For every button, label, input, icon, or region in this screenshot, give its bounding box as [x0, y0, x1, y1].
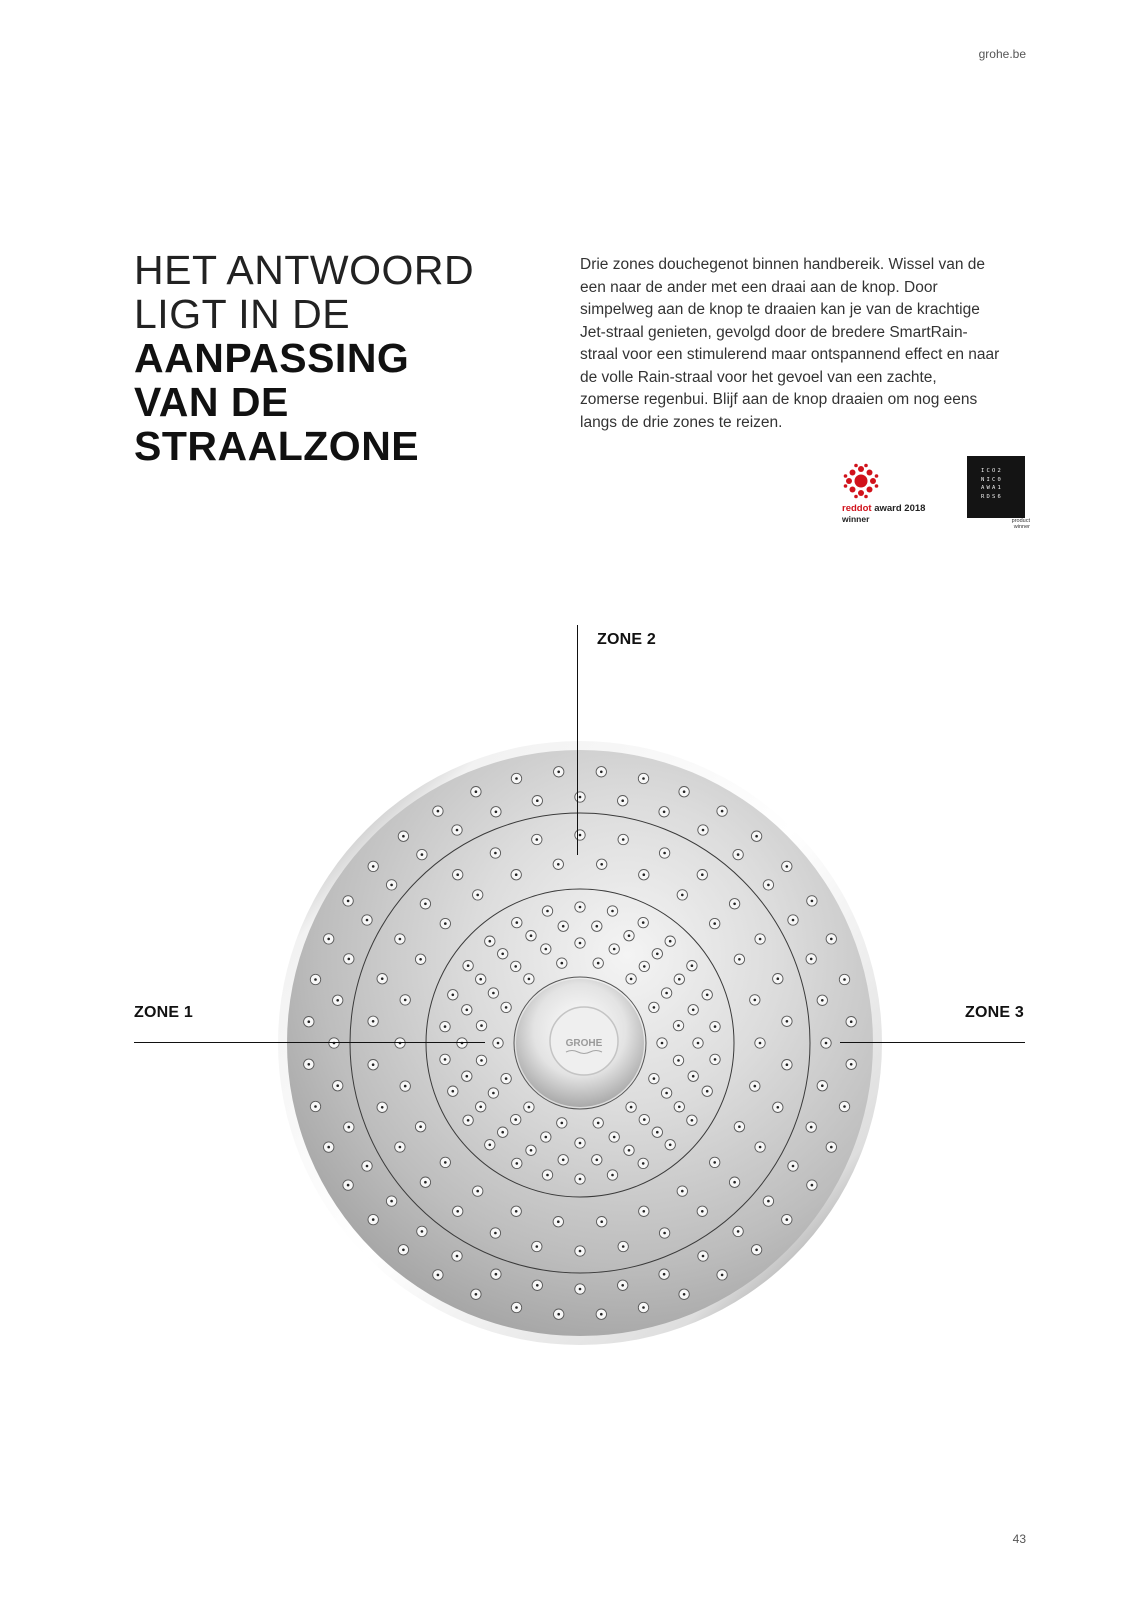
nozzle-hole: [786, 1063, 789, 1066]
nozzle-hole: [404, 1085, 407, 1088]
nozzle-hole: [777, 1106, 780, 1109]
nozzle-hole: [596, 925, 599, 928]
nozzle-hole: [579, 942, 582, 945]
nozzle-hole: [678, 1106, 681, 1109]
nozzle-hole: [767, 884, 770, 887]
nozzle-hole: [456, 873, 459, 876]
nozzle-hole: [372, 1020, 375, 1023]
nozzle-hole: [697, 1042, 700, 1045]
nozzle-hole: [754, 999, 757, 1002]
nozzle-hole: [754, 1085, 757, 1088]
nozzle-hole: [843, 1105, 846, 1108]
nozzle-hole: [579, 834, 582, 837]
nozzle-hole: [713, 922, 716, 925]
nozzle-hole: [475, 790, 478, 793]
iconic-awards-caption: product winner: [1011, 518, 1030, 530]
nozzle-hole: [661, 1042, 664, 1045]
nozzle-hole: [437, 1274, 440, 1277]
nozzle-hole: [557, 1313, 560, 1316]
nozzle-hole: [516, 921, 519, 924]
nozzle-hole: [399, 1146, 402, 1149]
nozzle-hole: [444, 922, 447, 925]
nozzle-hole: [515, 1210, 518, 1213]
nozzle-hole: [792, 919, 795, 922]
nozzle-hole: [494, 852, 497, 855]
nozzle-hole: [402, 835, 405, 838]
nozzle-hole: [611, 1174, 614, 1177]
nozzle-hole: [557, 1220, 560, 1223]
headline-line-4: VAN DE: [134, 379, 289, 425]
nozzle-hole: [663, 811, 666, 814]
nozzle-hole: [390, 884, 393, 887]
nozzle-hole: [444, 1025, 447, 1028]
iconic-awards-logotype: ICO2 NIC0 AWA1 RDS6: [981, 468, 1004, 500]
nozzle-hole: [579, 796, 582, 799]
nozzle-hole: [786, 1020, 789, 1023]
nozzle-hole: [830, 938, 833, 941]
nozzle-hole: [480, 1059, 483, 1062]
nozzle-hole: [579, 1250, 582, 1253]
nozzle-hole: [737, 853, 740, 856]
nozzle-hole: [515, 873, 518, 876]
nozzle-hole: [348, 1126, 351, 1129]
nozzle-hole: [489, 940, 492, 943]
nozzle-hole: [622, 838, 625, 841]
nozzle-hole: [404, 999, 407, 1002]
nozzle-hole: [561, 962, 564, 965]
headline-line-1: HET ANTWOORD: [134, 247, 475, 293]
nozzle-hole: [701, 873, 704, 876]
nozzle-hole: [792, 1165, 795, 1168]
nozzle-hole: [399, 938, 402, 941]
intro-paragraph: Drie zones douchegenot binnen handbereik. Wissel van de een naar de ander met een draai aan de knop. Door simpelweg aan de knop te draaien kan je van de krachtige Jet-straal genieten, gevolgd door de bredere SmartRain-straal voor een stimulerend maar ontspannend effect en naar de volle Rain-straal voor het gevoel van een zachte, zomerse regenbui. Blijf aan de knop draaien om nog eens langs de drie zones te reizen.: [580, 256, 1000, 431]
nozzle-hole: [366, 1165, 369, 1168]
nozzle-hole: [536, 1245, 539, 1248]
nozzle-hole: [514, 965, 517, 968]
nozzle-hole: [516, 1162, 519, 1165]
nozzle-hole: [630, 1106, 633, 1109]
nozzle-hole: [372, 865, 375, 868]
nozzle-hole: [653, 1077, 656, 1080]
nozzle-hole: [347, 900, 350, 903]
nozzle-hole: [437, 810, 440, 813]
nozzle-hole: [381, 1106, 384, 1109]
nozzle-hole: [759, 938, 762, 941]
nozzle-hole: [530, 1149, 533, 1152]
nozzle-hole: [706, 1090, 709, 1093]
nozzle-hole: [642, 1306, 645, 1309]
nozzle-hole: [642, 921, 645, 924]
nozzle-hole: [456, 1255, 459, 1258]
nozzle-hole: [810, 1126, 813, 1129]
nozzle-hole: [683, 1293, 686, 1296]
nozzle-hole: [702, 829, 705, 832]
headline-line-3: AANPASSING: [134, 335, 410, 381]
nozzle-hole: [546, 910, 549, 913]
nozzle-hole: [562, 925, 565, 928]
nozzle-hole: [691, 1119, 694, 1122]
nozzle-hole: [630, 978, 633, 981]
nozzle-hole: [611, 910, 614, 913]
nozzle-hole: [497, 1042, 500, 1045]
nozzle-hole: [621, 1284, 624, 1287]
nozzle-hole: [642, 1162, 645, 1165]
nozzle-hole: [505, 1006, 508, 1009]
nozzle-hole: [678, 978, 681, 981]
nozzle-hole: [501, 953, 504, 956]
nozzle-hole: [528, 1106, 531, 1109]
nozzle-hole: [372, 1218, 375, 1221]
reddot-award-year: award 2018: [871, 503, 926, 514]
site-url[interactable]: grohe.be: [978, 47, 1026, 61]
nozzle-hole: [314, 1105, 317, 1108]
nozzle-hole: [613, 948, 616, 951]
nozzle-hole: [327, 1146, 330, 1149]
nozzle-hole: [663, 1232, 666, 1235]
nozzle-hole: [642, 777, 645, 780]
nozzle-hole: [419, 1125, 422, 1128]
nozzle-hole: [421, 1230, 424, 1233]
nozzle-hole: [402, 1249, 405, 1252]
nozzle-hole: [530, 934, 533, 937]
nozzle-hole: [681, 894, 684, 897]
nozzle-hole: [825, 1042, 828, 1045]
nozzle-hole: [613, 1136, 616, 1139]
nozzle-hole: [348, 958, 351, 961]
nozzle-hole: [597, 1122, 600, 1125]
nozzle-hole: [495, 811, 498, 814]
nozzle-hole: [759, 1042, 762, 1045]
nozzle-hole: [692, 1075, 695, 1078]
nozzle-hole: [669, 940, 672, 943]
nozzle-hole: [545, 948, 548, 951]
nozzle-hole: [466, 1009, 469, 1012]
nozzle-hole: [656, 953, 659, 956]
nozzle-hole: [596, 1159, 599, 1162]
zone-2-label: ZONE 2: [597, 631, 656, 648]
nozzle-hole: [811, 900, 814, 903]
nozzle-hole: [492, 1092, 495, 1095]
nozzle-hole: [467, 1119, 470, 1122]
nozzle-hole: [759, 1146, 762, 1149]
nozzle-hole: [514, 1118, 517, 1121]
nozzle-hole: [755, 1249, 758, 1252]
nozzle-hole: [562, 1159, 565, 1162]
nozzle-hole: [714, 1058, 717, 1061]
nozzle-hole: [492, 992, 495, 995]
nozzle-hole: [721, 1274, 724, 1277]
nozzle-hole: [424, 903, 427, 906]
nozzle-hole: [444, 1058, 447, 1061]
nozzle-hole: [677, 1024, 680, 1027]
nozzle-hole: [501, 1131, 504, 1134]
nozzle-hole: [643, 1210, 646, 1213]
nozzle-hole: [515, 1306, 518, 1309]
nozzle-hole: [536, 1284, 539, 1287]
nozzle-hole: [621, 799, 624, 802]
nozzle-hole: [738, 1125, 741, 1128]
nozzle-hole: [811, 1184, 814, 1187]
nozzle-hole: [843, 978, 846, 981]
nozzle-hole: [738, 958, 741, 961]
nozzle-hole: [755, 835, 758, 838]
nozzle-hole: [579, 906, 582, 909]
nozzle-hole: [314, 978, 317, 981]
nozzle-hole: [466, 1075, 469, 1078]
nozzle-hole: [681, 1190, 684, 1193]
nozzle-hole: [372, 1063, 375, 1066]
nozzle-hole: [505, 1077, 508, 1080]
nozzle-hole: [692, 1009, 695, 1012]
nozzle-hole: [390, 1200, 393, 1203]
nozzle-hole: [381, 977, 384, 980]
nozzle-hole: [628, 1149, 631, 1152]
nozzle-hole: [467, 964, 470, 967]
nozzle-hole: [515, 777, 518, 780]
reddot-award-winner: winner: [842, 514, 870, 524]
nozzle-hole: [424, 1181, 427, 1184]
nozzle-hole: [622, 1245, 625, 1248]
nozzle-hole: [561, 1122, 564, 1125]
nozzle-hole: [665, 992, 668, 995]
nozzle-hole: [336, 999, 339, 1002]
nozzle-hole: [536, 799, 539, 802]
nozzle-hole: [810, 958, 813, 961]
nozzle-hole: [475, 1293, 478, 1296]
nozzle-hole: [476, 1190, 479, 1193]
nozzle-hole: [479, 1106, 482, 1109]
nozzle-hole: [721, 810, 724, 813]
nozzle-hole: [366, 919, 369, 922]
nozzle-hole: [643, 965, 646, 968]
nozzle-hole: [714, 1025, 717, 1028]
nozzle-hole: [308, 1020, 311, 1023]
nozzle-hole: [786, 1218, 789, 1221]
nozzle-hole: [706, 994, 709, 997]
zone-1-label: ZONE 1: [134, 1004, 193, 1021]
nozzle-hole: [597, 962, 600, 965]
nozzle-hole: [579, 1142, 582, 1145]
nozzle-hole: [656, 1131, 659, 1134]
nozzle-hole: [456, 829, 459, 832]
reddot-word: reddot: [842, 503, 872, 514]
nozzle-hole: [600, 1313, 603, 1316]
nozzle-hole: [545, 1136, 548, 1139]
nozzle-hole: [600, 1220, 603, 1223]
nozzle-hole: [786, 865, 789, 868]
nozzle-hole: [347, 1184, 350, 1187]
nozzle-hole: [830, 1146, 833, 1149]
nozzle-hole: [456, 1210, 459, 1213]
knob-brand-logo: GROHE: [565, 1038, 603, 1049]
nozzle-hole: [528, 978, 531, 981]
nozzle-hole: [452, 994, 455, 997]
nozzle-hole: [557, 863, 560, 866]
nozzle-hole: [495, 1273, 498, 1276]
nozzle-hole: [546, 1174, 549, 1177]
nozzle-hole: [702, 1255, 705, 1258]
nozzle-hole: [850, 1063, 853, 1066]
nozzle-hole: [713, 1161, 716, 1164]
nozzle-hole: [421, 853, 424, 856]
nozzle-hole: [476, 894, 479, 897]
nozzle-hole: [737, 1230, 740, 1233]
zone-3-label: ZONE 3: [965, 1004, 1024, 1021]
nozzle-hole: [579, 1288, 582, 1291]
nozzle-hole: [821, 1084, 824, 1087]
nozzle-hole: [579, 1178, 582, 1181]
nozzle-hole: [557, 771, 560, 774]
nozzle-hole: [767, 1200, 770, 1203]
nozzle-hole: [821, 999, 824, 1002]
nozzle-hole: [733, 1181, 736, 1184]
nozzle-hole: [419, 958, 422, 961]
nozzle-hole: [691, 964, 694, 967]
nozzle-hole: [494, 1232, 497, 1235]
nozzle-hole: [452, 1090, 455, 1093]
nozzle-hole: [677, 1059, 680, 1062]
nozzle-hole: [444, 1161, 447, 1164]
nozzle-hole: [489, 1144, 492, 1147]
nozzle-hole: [701, 1210, 704, 1213]
nozzle-hole: [479, 978, 482, 981]
headline-line-2: LIGT IN DE: [134, 291, 351, 337]
nozzle-hole: [663, 1273, 666, 1276]
nozzle-hole: [600, 771, 603, 774]
headline-line-5: STRAALZONE: [134, 423, 420, 469]
nozzle-hole: [665, 1092, 668, 1095]
nozzle-hole: [663, 852, 666, 855]
nozzle-hole: [683, 790, 686, 793]
nozzle-hole: [628, 934, 631, 937]
nozzle-hole: [643, 873, 646, 876]
nozzle-hole: [600, 863, 603, 866]
page-number: 43: [1012, 1532, 1026, 1546]
nozzle-hole: [850, 1020, 853, 1023]
nozzle-hole: [777, 977, 780, 980]
nozzle-hole: [480, 1024, 483, 1027]
nozzle-hole: [336, 1084, 339, 1087]
nozzle-hole: [308, 1063, 311, 1066]
nozzle-hole: [733, 903, 736, 906]
nozzle-hole: [653, 1006, 656, 1009]
nozzle-hole: [327, 938, 330, 941]
nozzle-hole: [536, 838, 539, 841]
nozzle-hole: [669, 1144, 672, 1147]
nozzle-hole: [643, 1118, 646, 1121]
